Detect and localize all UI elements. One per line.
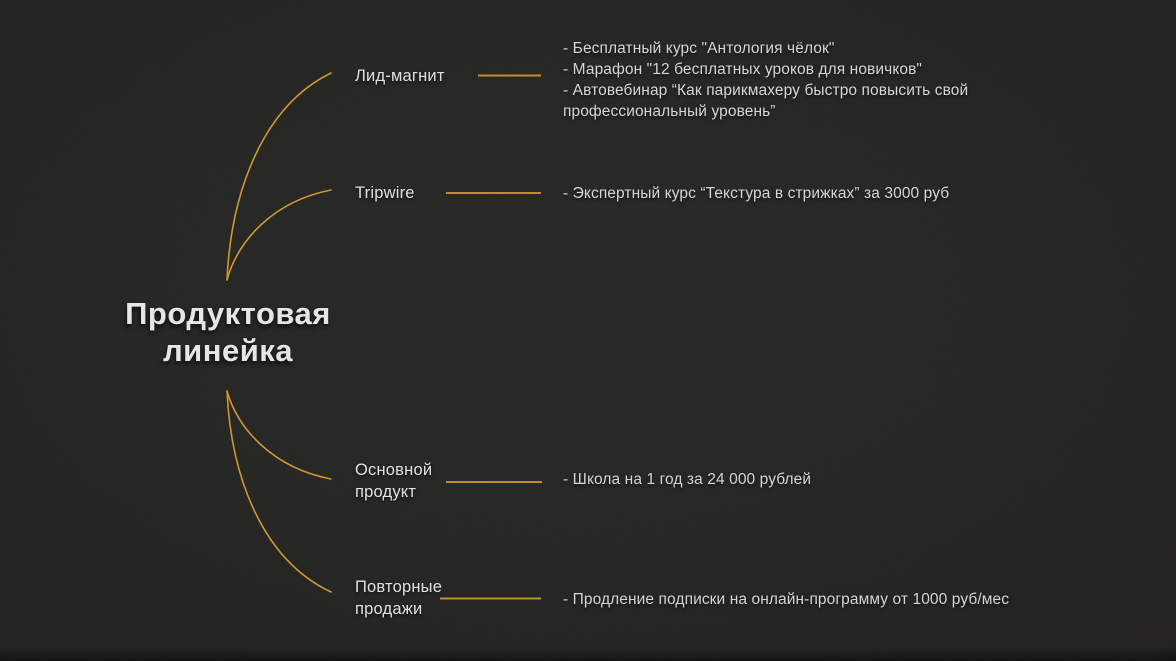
branch-label-lead-magnet: Лид-магнит xyxy=(355,67,445,85)
branch-items-main-product xyxy=(563,469,1023,490)
branch-item: - Продление подписки на онлайн-программу от 1000 руб/мес xyxy=(563,591,1010,608)
branch-label-repeat-sales: Повторные продажи xyxy=(355,578,443,618)
branch-curve-main-product xyxy=(227,391,331,479)
branch-curve-tripwire xyxy=(227,190,331,280)
branch-item: - Школа на 1 год за 24 000 рублей xyxy=(563,471,812,488)
branch-label-tripwire: Tripwire xyxy=(355,184,415,202)
central-topic: Продуктовая линейка xyxy=(125,296,331,368)
branch-curve-lead-magnet xyxy=(227,73,331,280)
branch-items-repeat-sales xyxy=(563,589,1063,610)
branch-item: - Автовебинар “Как парикмахеру быстро повысить свой профессиональный уровень” xyxy=(563,82,969,120)
branch-item: - Бесплатный курс "Антология чёлок" xyxy=(563,40,835,57)
branch-curve-repeat-sales xyxy=(227,391,331,592)
bottom-edge-shade xyxy=(0,647,1176,661)
branch-items-tripwire xyxy=(563,183,1023,204)
branch-item: - Экспертный курс “Текстура в стрижках” за 3000 руб xyxy=(563,185,950,202)
branch-label-main-product: Основной продукт xyxy=(355,461,433,501)
branch-item: - Марафон "12 бесплатных уроков для новичков" xyxy=(563,61,923,78)
branch-items-lead-magnet xyxy=(563,38,988,122)
